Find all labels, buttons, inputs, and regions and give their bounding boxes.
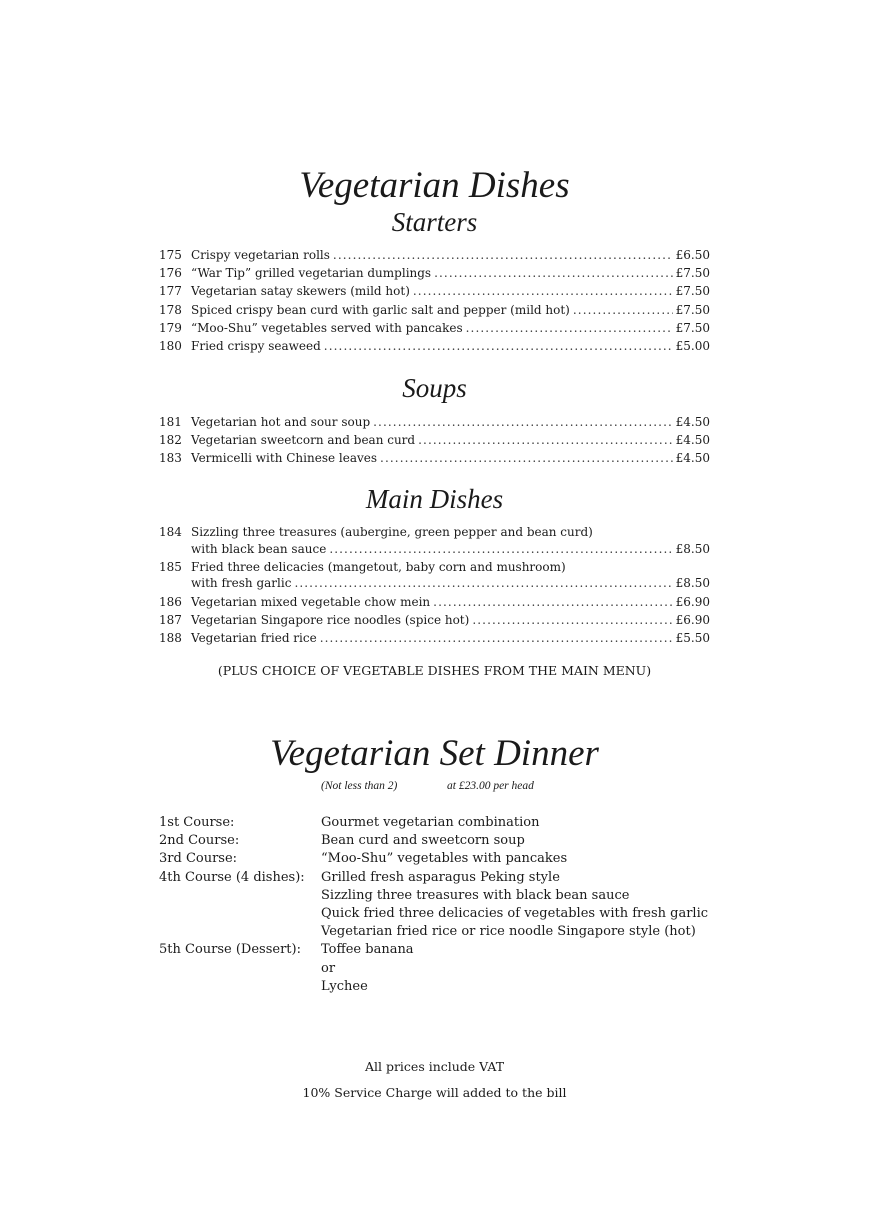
dot-leader — [472, 611, 672, 629]
item-name: Vermicelli with Chinese leaves — [191, 451, 378, 466]
item-body — [191, 264, 710, 282]
menu-item — [159, 282, 710, 300]
dot-leader — [329, 541, 672, 558]
item-name: Vegetarian hot and sour soup — [191, 415, 371, 429]
course-label: 5th Course (Dessert): — [159, 942, 301, 958]
item-body — [191, 629, 710, 647]
section-heading-main-dishes: Main Dishes — [365, 484, 504, 514]
dot-leader — [333, 246, 673, 264]
item-name: Vegetarian satay skewers (mild hot) — [191, 284, 410, 299]
item-number: 178 — [159, 302, 182, 317]
item-body — [191, 319, 710, 337]
menu-item — [159, 524, 710, 559]
item-price: £7.50 — [675, 266, 710, 281]
item-price: £6.50 — [675, 248, 710, 262]
dot-leader — [413, 282, 673, 300]
item-body — [191, 524, 710, 557]
menu-item — [159, 319, 710, 337]
item-body — [191, 413, 710, 431]
item-name: Vegetarian sweetcorn and bean curd — [191, 433, 416, 448]
course-dish: Toffee banana — [321, 942, 414, 958]
menu-item — [159, 264, 710, 282]
menu-item — [159, 449, 710, 467]
menu-item — [159, 629, 710, 647]
set-dinner-title: Vegetarian Set Dinner — [270, 733, 599, 774]
item-body — [191, 301, 710, 319]
course-label: 1st Course: — [159, 815, 235, 830]
item-line — [191, 246, 710, 264]
dot-leader — [433, 593, 672, 611]
item-line — [191, 449, 710, 467]
item-line — [191, 629, 710, 647]
item-price: £8.50 — [675, 576, 710, 590]
item-name: “War Tip” grilled vegetarian dumplings — [191, 266, 432, 281]
item-price: £4.50 — [675, 433, 710, 448]
course-label: 4th Course (4 dishes): — [159, 869, 305, 885]
item-line — [191, 413, 710, 431]
item-body — [191, 559, 710, 592]
main-dishes-list — [159, 524, 710, 648]
menu-item — [159, 337, 710, 355]
course-dish: Quick fried three delicacies of vegetables with fresh garlic — [321, 905, 709, 921]
item-number: 182 — [159, 433, 182, 448]
item-price: £5.50 — [675, 631, 710, 646]
item-name: with fresh garlic — [191, 576, 292, 590]
menu-item — [159, 593, 710, 611]
item-body — [191, 282, 710, 300]
item-number: 185 — [159, 559, 182, 574]
item-line — [191, 593, 710, 611]
course-dish: Lychee — [321, 978, 368, 994]
item-name: Vegetarian Singapore rice noodles (spice hot) — [191, 613, 470, 628]
item-number: 186 — [159, 595, 182, 609]
course-label: 2nd Course: — [159, 833, 240, 849]
item-line — [191, 575, 710, 592]
section-heading-soups: Soups — [402, 373, 467, 403]
item-price: £4.50 — [675, 415, 710, 429]
item-number: 180 — [159, 338, 182, 353]
course-dish: Grilled fresh asparagus Peking style — [321, 869, 560, 885]
item-body — [191, 449, 710, 467]
item-number: 179 — [159, 320, 182, 335]
menu-item — [159, 431, 710, 449]
item-line — [191, 611, 710, 629]
course-dish: Vegetarian fried rice or rice noodle Singapore style (hot) — [321, 924, 696, 940]
course-dish: or — [321, 960, 336, 976]
dot-leader — [380, 449, 673, 467]
dot-leader — [373, 413, 673, 431]
item-number: 184 — [159, 525, 182, 539]
item-price: £7.50 — [675, 320, 710, 335]
course-dish: Gourmet vegetarian combination — [321, 815, 540, 830]
item-price: £7.50 — [675, 284, 710, 299]
main-menu-note: (PLUS CHOICE OF VEGETABLE DISHES FROM THE MAIN MENU) — [217, 663, 652, 678]
course-dish: Sizzling three treasures with black bean sauce — [321, 887, 630, 903]
vat-note: All prices include VAT — [364, 1059, 505, 1074]
item-line — [191, 282, 710, 300]
course-dish: “Moo-Shu” vegetables with pancakes — [321, 851, 568, 867]
item-name: Vegetarian fried rice — [191, 631, 317, 646]
item-body — [191, 611, 710, 629]
item-body — [191, 246, 710, 264]
course-dish: Bean curd and sweetcorn soup — [321, 833, 525, 849]
item-name: with black bean sauce — [191, 541, 327, 556]
course-label: 3rd Course: — [159, 851, 238, 867]
item-number: 188 — [159, 631, 182, 646]
item-description: Fried three delicacies (mangetout, baby corn and mushroom) — [191, 559, 566, 574]
item-name: Spiced crispy bean curd with garlic salt and pepper (mild hot) — [191, 302, 570, 317]
menu-item — [159, 301, 710, 319]
item-number: 187 — [159, 613, 182, 628]
item-body — [191, 431, 710, 449]
starters-list — [159, 246, 710, 355]
menu-item — [159, 413, 710, 431]
item-number: 181 — [159, 415, 182, 429]
item-line — [191, 541, 710, 558]
item-line — [191, 319, 710, 337]
item-price: £4.50 — [675, 451, 710, 466]
item-line — [191, 337, 710, 355]
dot-leader — [466, 319, 673, 337]
item-number: 175 — [159, 248, 182, 262]
menu-item — [159, 246, 710, 264]
page-title: Vegetarian Dishes — [299, 165, 570, 206]
item-number: 177 — [159, 284, 182, 299]
menu-item — [159, 559, 710, 594]
item-line — [191, 264, 710, 282]
soups-list — [159, 413, 710, 468]
menu-item — [159, 611, 710, 629]
item-price: £6.90 — [675, 613, 710, 628]
item-price: £8.50 — [675, 541, 710, 556]
item-price: £7.50 — [675, 302, 710, 317]
item-body — [191, 337, 710, 355]
item-price: £6.90 — [675, 595, 710, 609]
set-dinner-min-people: (Not less than 2) — [321, 780, 398, 792]
dot-leader — [294, 575, 672, 592]
item-price: £5.00 — [675, 338, 710, 353]
item-line — [191, 301, 710, 319]
item-line — [191, 431, 710, 449]
set-dinner-price: at £23.00 per head — [447, 780, 534, 792]
item-number: 183 — [159, 451, 182, 466]
set-dinner-info — [321, 780, 534, 792]
service-charge-note: 10% Service Charge will added to the bill — [302, 1085, 567, 1100]
dot-leader — [324, 337, 673, 355]
item-name: Crispy vegetarian rolls — [191, 248, 330, 262]
dot-leader — [434, 264, 673, 282]
dot-leader — [320, 629, 673, 647]
dot-leader — [573, 301, 673, 319]
item-name: Fried crispy seaweed — [191, 338, 321, 353]
dot-leader — [418, 431, 673, 449]
item-description: Sizzling three treasures (aubergine, green pepper and bean curd) — [191, 525, 593, 539]
section-heading-starters: Starters — [391, 207, 478, 237]
item-number: 176 — [159, 266, 182, 281]
item-body — [191, 593, 710, 611]
item-name: Vegetarian mixed vegetable chow mein — [191, 595, 431, 609]
item-name: “Moo-Shu” vegetables served with pancakes — [191, 320, 463, 335]
